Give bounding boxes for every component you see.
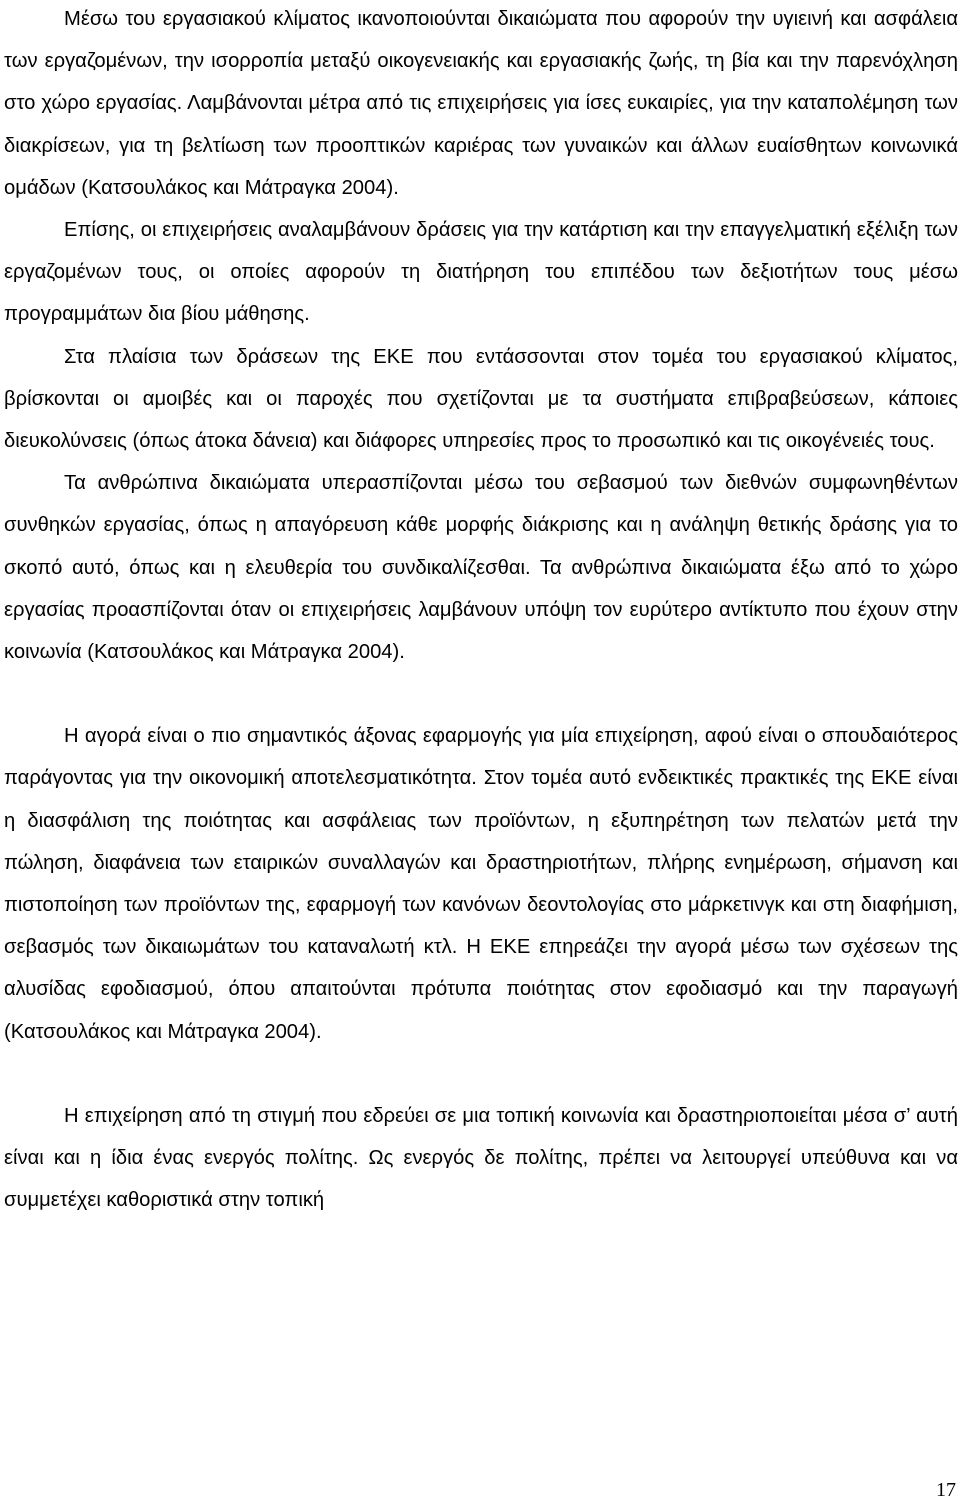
document-page <box>4 0 958 1221</box>
paragraph-spacer <box>4 1053 958 1095</box>
page-number: 17 <box>936 1479 956 1501</box>
paragraph-spacer <box>4 673 958 715</box>
paragraph-community: Η επιχείρηση από τη στιγμή που εδρεύει σε μια τοπική κοινωνία και δραστηριοποιείται μέσα σ’ αυτή είναι και η ίδια ένας ενεργός πολίτης. Ως ενεργός δε πολίτης, πρέπει να λειτουργεί υπεύθυνα και να συμμετέχει καθοριστικά στην τοπική <box>4 1104 958 1212</box>
paragraph-training: Επίσης, οι επιχειρήσεις αναλαμβάνουν δράσεις για την κατάρτιση και την επαγγελματική εξέλιξη των εργαζομένων τους, οι οποίες αφορούν τη διατήρηση του επιπέδου των δεξιοτήτων τους μέσω προγραμμάτων δια βίου μάθησης. <box>4 219 958 326</box>
paragraph-rewards: Στα πλαίσια των δράσεων της ΕΚΕ που εντάσσονται στον τομέα του εργασιακού κλίματος, βρίσκονται οι αμοιβές και οι παροχές που σχετίζονται με τα συστήματα επιβραβεύσεων, κάποιες διευκολύνσεις (όπως άτοκα δάνεια) και διάφορες υπηρεσίες προς το προσωπικό και τις οικογένειές τους. <box>4 345 958 453</box>
paragraph-workplace-climate: Μέσω του εργασιακού κλίματος ικανοποιούνται δικαιώματα που αφορούν την υγιεινή και ασφάλεια των εργαζομένων, την ισορροπία μεταξύ οικογενειακής και εργασιακής ζωής, τη βία και την παρενόχληση στο χώρο εργασίας. Λαμβάνονται μέτρα από τις επιχειρήσεις για ίσες ευκαιρίες, για την καταπολέμηση των διακρίσεων, για τη βελτίωση των προοπτικών καριέρας των γυναικών και άλλων ευαίσθητων κοινωνικά ομάδων (Κατσουλάκος και Μάτραγκα 2004). <box>4 8 958 199</box>
paragraph-market: Η αγορά είναι ο πιο σημαντικός άξονας εφαρμογής για μία επιχείρηση, αφού είναι ο σπουδαιότερος παράγοντας για την οικονομική αποτελεσματικότητα. Στον τομέα αυτό ενδεικτικές πρακτικές της ΕΚΕ είναι η διασφάλιση της ποιότητας και ασφάλειας των προϊόντων, η εξυπηρέτηση των πελατών μετά την πώληση, διαφάνεια των εταιρικών συναλλαγών και δραστηριοτήτων, πλήρης ενημέρωση, σήμανση και πιστοποίηση των προϊόντων της, εφαρμογή των κανόνων δεοντολογίας στο μάρκετινγκ και στη διαφήμιση, σεβασμός των δικαιωμάτων του καταναλωτή κτλ. Η ΕΚΕ επηρεάζει την αγορά μέσω των σχέσεων της αλυσίδας εφοδιασμού, όπου απαιτούνται πρότυπα ποιότητας στον εφοδιασμό και την παραγωγή (Κατσουλάκος και Μάτραγκα 2004). <box>4 725 958 1043</box>
paragraph-human-rights: Τα ανθρώπινα δικαιώματα υπερασπίζονται μέσω του σεβασμού των διεθνών συμφωνηθέντων συνθηκών εργασίας, όπως η απαγόρευση κάθε μορφής διάκρισης και η ανάληψη θετικής δράσης για το σκοπό αυτό, όπως και η ελευθερία του συνδικαλίζεσθαι. Τα ανθρώπινα δικαιώματα έξω από το χώρο εργασίας προασπίζονται όταν οι επιχειρήσεις λαμβάνουν υπόψη τον ευρύτερο αντίκτυπο που έχουν στην κοινωνία (Κατσουλάκος και Μάτραγκα 2004). <box>4 472 958 664</box>
